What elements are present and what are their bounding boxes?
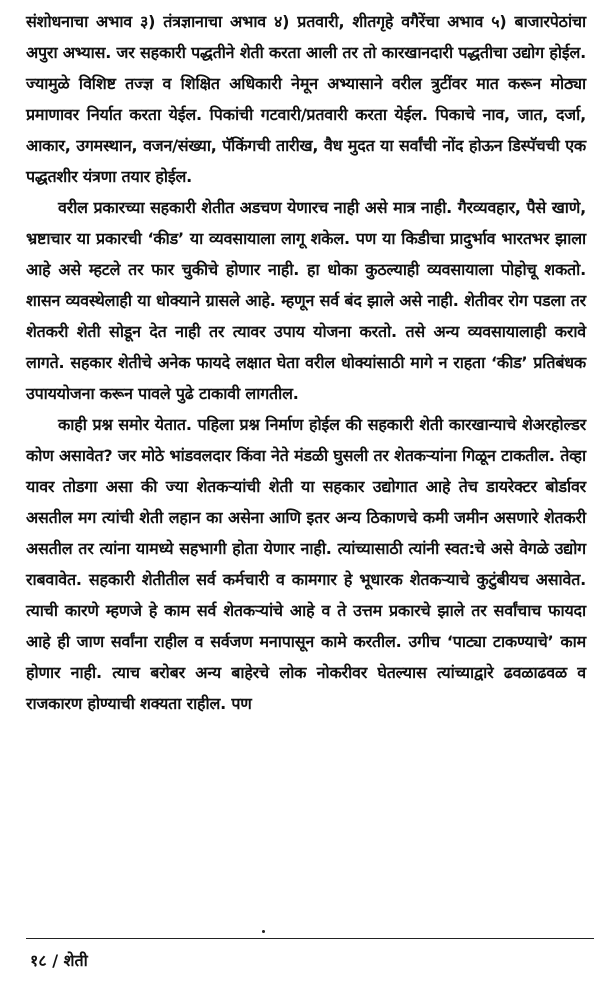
paragraph-pest-risk: वरील प्रकारच्या सहकारी शेतीत अडचण येणारच नाही असे मात्र नाही. गैरव्यवहार, पैसे खाणे, भ्रष्टाचार या प्रकारची ‘कीड’ या व्यवसायाला लागू शकेल. पण या किडीचा प्रादुर्भाव भारतभर झाला आहे असे म्हटले तर फार चुकीचे होणार नाही. हा धोका कुठल्याही व्यवसायाला पोहोचू शकतो. शासन व्यवस्थेलाही या धोक्याने ग्रासले आहे. म्हणून सर्व बंद झाले असे नाही. शेतीवर रोग पडला तर शेतकरी शेती सोडून देत नाही तर त्यावर उपाय योजना करतो. तसे अन्य व्यवसायालाही करावे लागते. सहकार शेतीचे अनेक फायदे लक्षात घेता वरील धोक्यांसाठी मागे न राहता ‘कीड’ प्रतिबंधक उपाययोजना करून पावले पुढे टाकावी लागतील. <box>26 198 586 403</box>
paragraph-shareholders: काही प्रश्न समोर येतात. पहिला प्रश्न निर्माण होईल की सहकारी शेती कारखान्याचे शेअरहोल्डर कोण असावेत? जर मोठे भांडवलदार किंवा नेते मंडळी घुसली तर शेतकऱ्यांना गिळून टाकतील. तेव्हा यावर तोडगा असा की ज्या शेतकऱ्यांची शेती या सहकार उद्योगात आहे तेच डायरेक्टर बोर्डावर असतील मग त्यांची शेती लहान का असेना आणि इतर अन्य ठिकाणचे कमी जमीन असणारे शेतकरी असतील तर त्यांना यामध्ये सहभागी होता येणार नाही. त्यांच्यासाठी त्यांनी स्वत:चे असे वेगळे उद्योग राबवावेत. सहकारी शेतीतील सर्व कर्मचारी व कामगार हे भूधारक शेतकऱ्याचे कुटुंबीयच असावेत. त्याची कारणे म्हणजे हे काम सर्व शेतकऱ्यांचे आहे व ते उत्तम प्रकारचे झाले तर सर्वांचाच फायदा आहे ही जाण सर्वांना राहील व सर्वजण मनापासून कामे करतील. उगीच ‘पाट्या टाकण्याचे’ काम होणार नाही. त्याच बरोबर अन्य बाहेरचे लोक नोकरीवर घेतल्यास त्यांच्याद्वारे ढवळाढवळ व राजकारण होण्याची शक्यता राहील. पण <box>26 415 586 713</box>
page-footer: १८ / शेती <box>30 951 88 970</box>
footer-divider <box>26 938 594 939</box>
paragraph-continued: संशोधनाचा अभाव ३) तंत्रज्ञानाचा अभाव ४) प्रतवारी, शीतगृहे वगैरेंचा अभाव ५) बाजारपेठांचा अपुरा अभ्यास. जर सहकारी पद्धतीने शेती करता आली तर तो कारखानदारी पद्धतीचा उद्योग होईल. ज्यामुळे विशिष्ट तज्ज्ञ व शिक्षित अधिकारी नेमून अभ्यासाने वरील त्रुटींवर मात करून मोठ्या प्रमाणावर निर्यात करता येईल. पिकांची गटवारी/प्रतवारी करता येईल. पिकाचे नाव, जात, दर्जा, आकार, उगमस्थान, वजन/संख्या, पॅकिंगची तारीख, वैध मुदत या सर्वांची नोंद होऊन डिस्पॅचची एक पद्धतशीर यंत्रणा तयार होईल. <box>26 12 586 186</box>
footer-dot <box>262 930 265 933</box>
body-text <box>26 6 586 719</box>
